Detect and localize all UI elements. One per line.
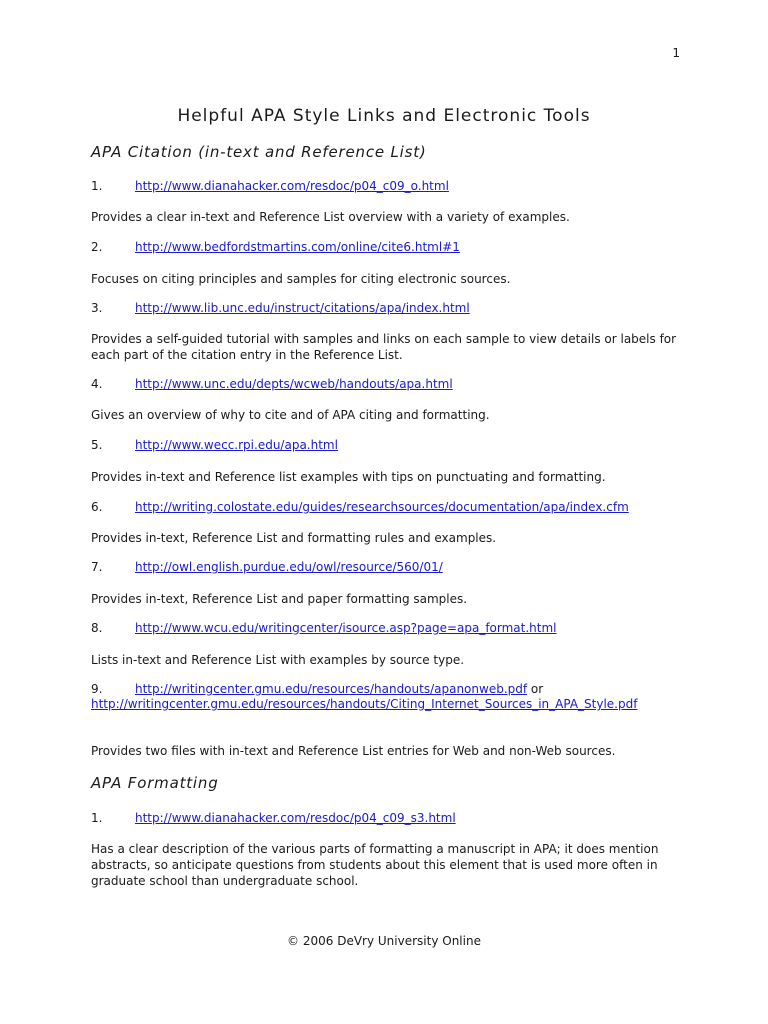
footer-copyright: © 2006 DeVry University Online	[287, 934, 481, 948]
entry-description: Provides a self-guided tutorial with samples and links on each sample to view details or labels for each part of the citation entry in the Reference List.	[91, 332, 677, 362]
reference-link[interactable]: http://owl.english.purdue.edu/owl/resource/560/01/	[135, 560, 443, 574]
entry-line	[91, 301, 470, 315]
entry-line	[91, 811, 456, 825]
entry-number: 1.	[91, 811, 103, 825]
entry-description: Focuses on citing principles and samples for citing electronic sources.	[91, 272, 511, 286]
reference-link[interactable]: http://www.dianahacker.com/resdoc/p04_c09_s3.html	[135, 811, 456, 825]
entry-number: 9.	[91, 682, 103, 696]
entry-line	[91, 682, 543, 696]
entry-description: Has a clear description of the various parts of formatting a manuscript in APA; it does mention abstracts, so anticipate questions from students about this element that is used more often in graduate school than undergraduate school.	[91, 842, 659, 888]
link-connector: or	[530, 682, 544, 696]
entry-number: 7.	[91, 560, 103, 574]
document-title: Helpful APA Style Links and Electronic Tools	[177, 106, 591, 126]
reference-link[interactable]: http://writing.colostate.edu/guides/researchsources/documentation/apa/index.cfm	[135, 500, 629, 514]
section-heading-formatting: APA Formatting	[91, 774, 219, 792]
entry-description: Provides two files with in-text and Reference List entries for Web and non-Web sources.	[91, 744, 616, 758]
entry-description: Provides a clear in-text and Reference List overview with a variety of examples.	[91, 210, 570, 224]
entry-line	[91, 500, 629, 514]
reference-link[interactable]: http://www.bedfordstmartins.com/online/cite6.html#1	[135, 240, 460, 254]
entry-number: 2.	[91, 240, 103, 254]
page-number: 1	[672, 46, 680, 60]
entry-number: 6.	[91, 500, 103, 514]
entry-number: 8.	[91, 621, 103, 635]
entry-description: Provides in-text, Reference List and formatting rules and examples.	[91, 531, 497, 545]
entry-line	[91, 560, 443, 574]
section-heading-citation: APA Citation (in-text and Reference List)	[91, 143, 427, 161]
entry-number: 5.	[91, 438, 103, 452]
reference-link[interactable]: http://www.wecc.rpi.edu/apa.html	[135, 438, 338, 452]
entry-number: 1.	[91, 179, 103, 193]
entry-description: Provides in-text and Reference list examples with tips on punctuating and formatting.	[91, 470, 606, 484]
entry-line	[91, 240, 460, 254]
reference-link[interactable]: http://www.lib.unc.edu/instruct/citations/apa/index.html	[135, 301, 470, 315]
entry-description: Provides in-text, Reference List and paper formatting samples.	[91, 592, 468, 606]
reference-link[interactable]: http://writingcenter.gmu.edu/resources/handouts/Citing_Internet_Sources_in_APA_Style.pdf	[91, 697, 638, 711]
reference-link[interactable]: http://www.unc.edu/depts/wcweb/handouts/apa.html	[135, 377, 453, 391]
entry-line	[91, 377, 453, 391]
reference-link[interactable]: http://writingcenter.gmu.edu/resources/handouts/apanonweb.pdf	[135, 682, 528, 696]
reference-link[interactable]: http://www.dianahacker.com/resdoc/p04_c09_o.html	[135, 179, 449, 193]
entry-line	[91, 179, 449, 193]
wrapped-link-line	[91, 697, 681, 712]
entry-line	[91, 438, 338, 452]
entry-description: Lists in-text and Reference List with examples by source type.	[91, 653, 465, 667]
entry-number: 3.	[91, 301, 103, 315]
entry-number: 4.	[91, 377, 103, 391]
entry-line	[91, 621, 557, 635]
reference-link[interactable]: http://www.wcu.edu/writingcenter/isource.asp?page=apa_format.html	[135, 621, 557, 635]
entry-description: Gives an overview of why to cite and of APA citing and formatting.	[91, 408, 490, 422]
